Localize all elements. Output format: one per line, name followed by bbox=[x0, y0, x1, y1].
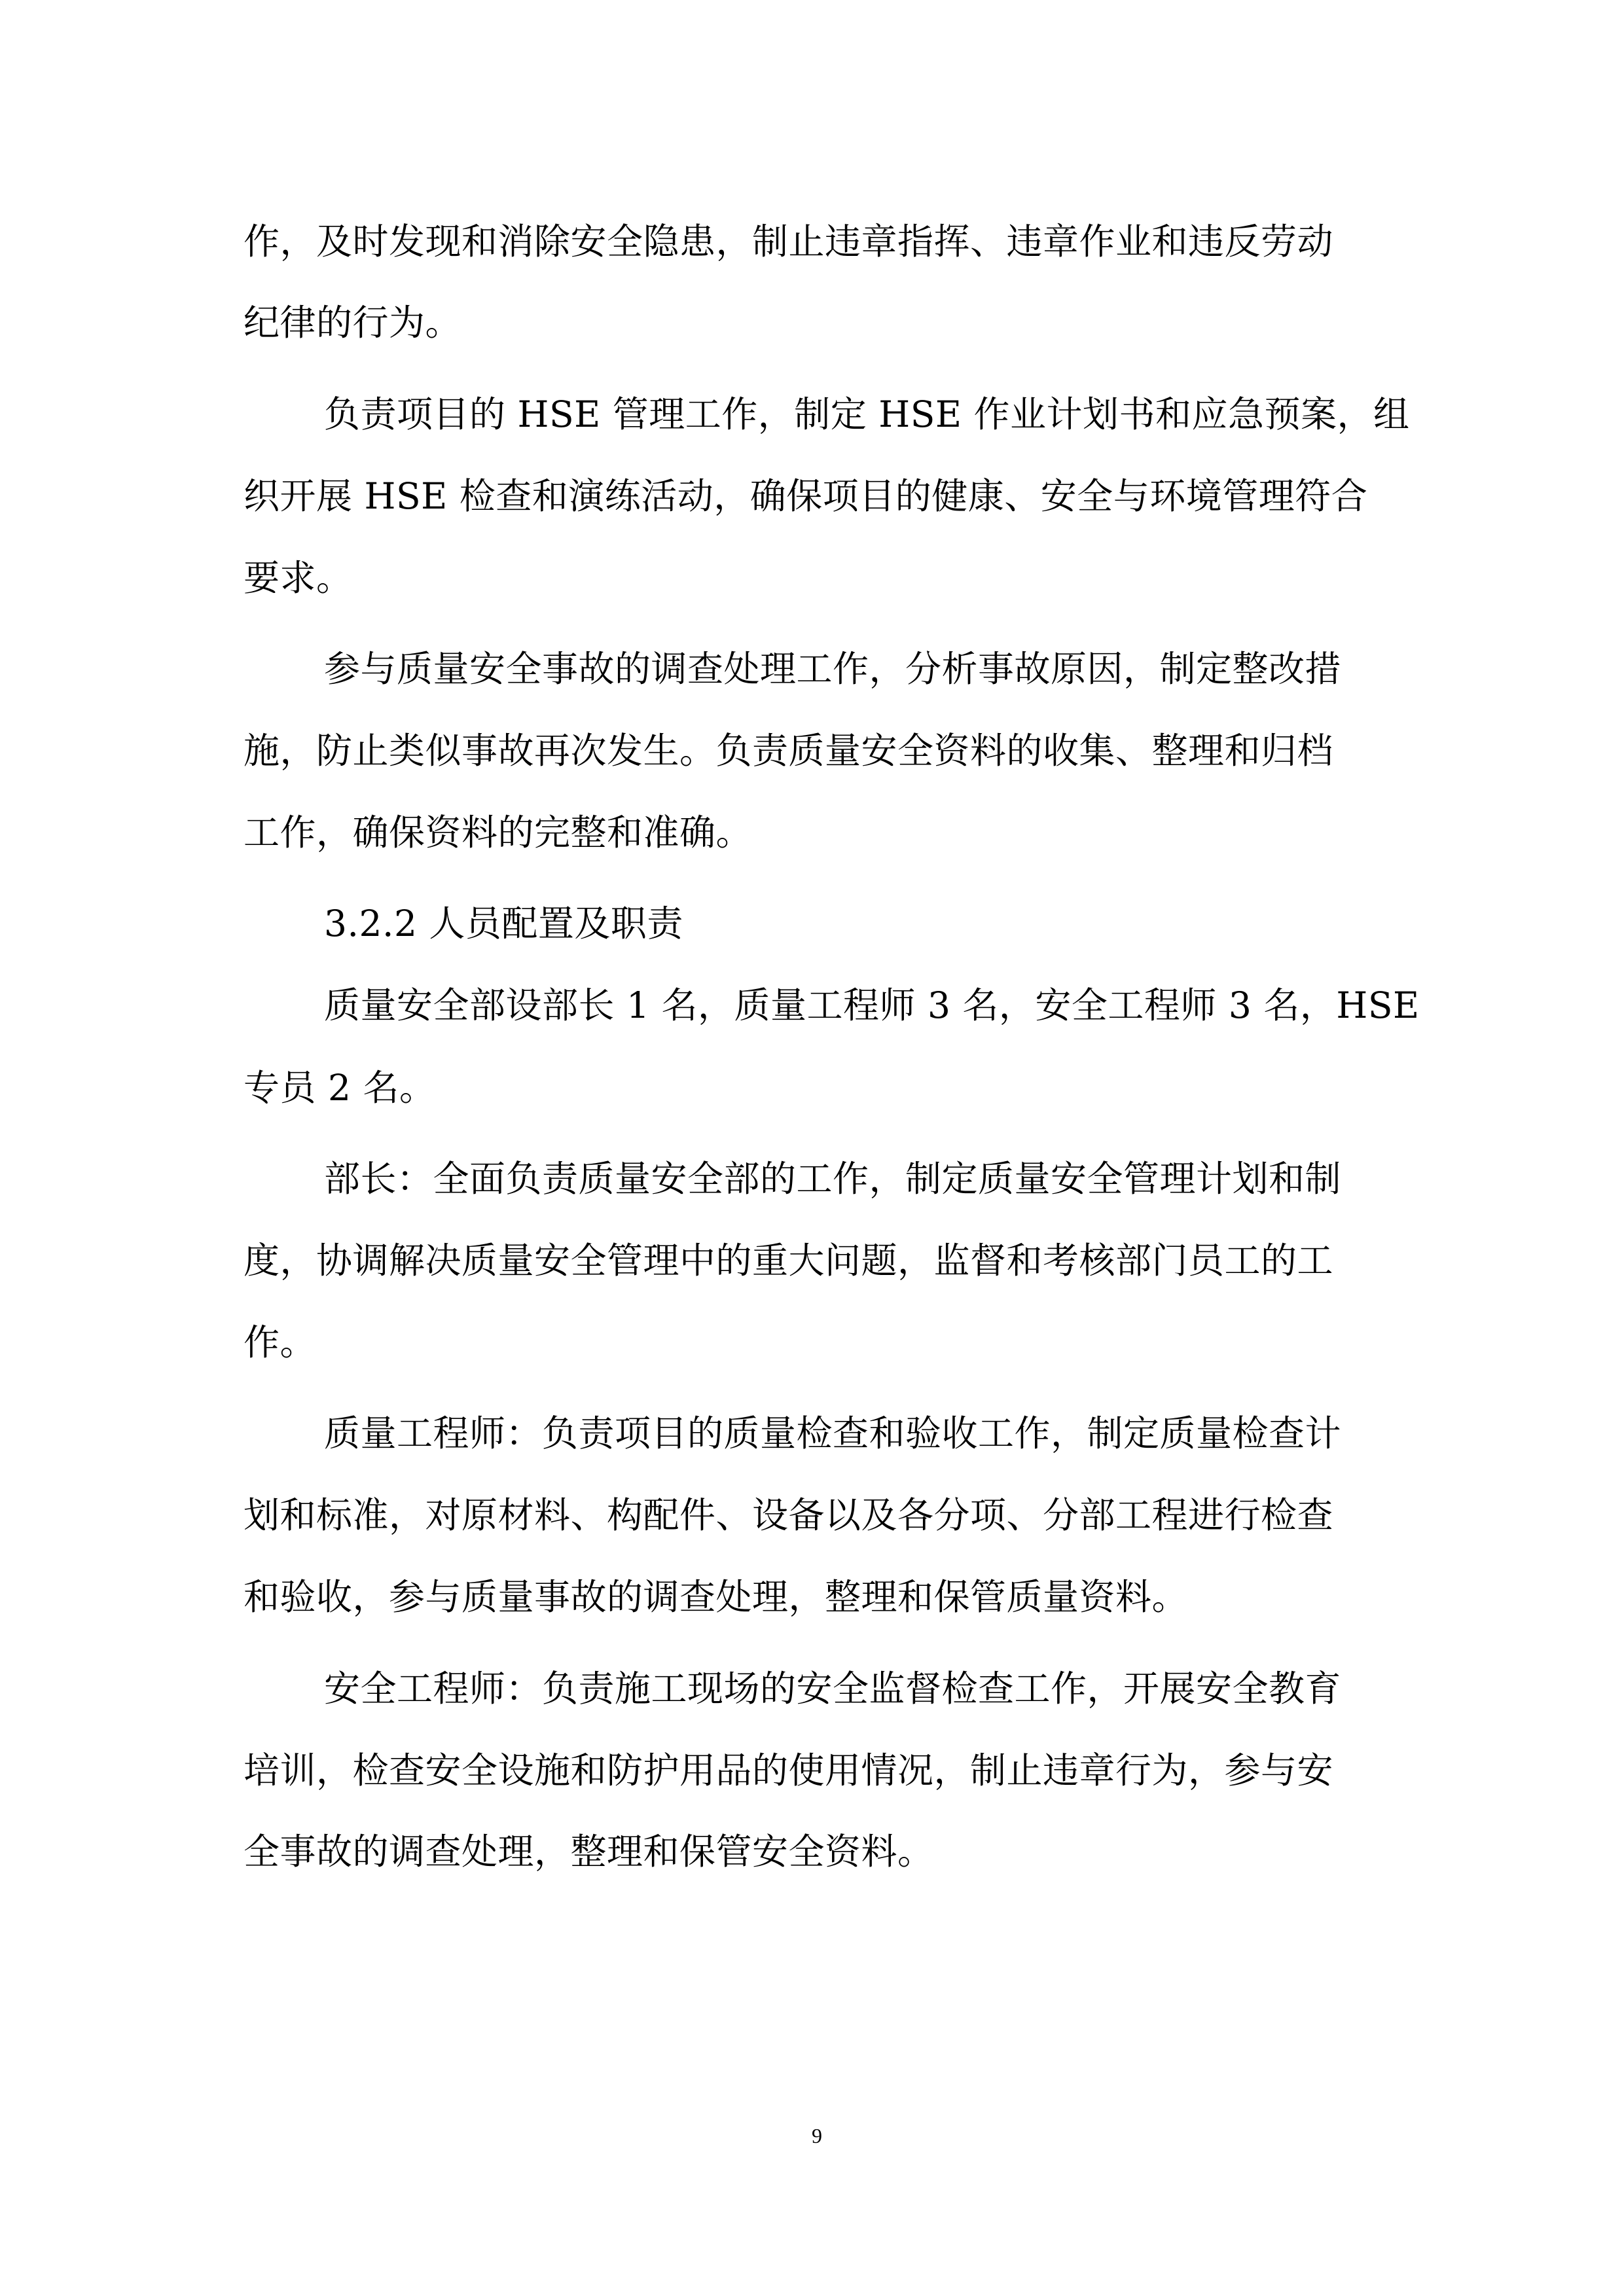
text-line: 负责项目的 HSE 管理工作，制定 HSE 作业计划书和应急预案，组 bbox=[324, 393, 1410, 435]
section-heading: 3.2.2 人员配置及职责 bbox=[324, 903, 683, 944]
text-line: 划和标准，对原材料、构配件、设备以及各分项、分部工程进行检查 bbox=[244, 1494, 1334, 1536]
text-line: 培训，检查安全设施和防护用品的使用情况，制止违章行为，参与安 bbox=[244, 1749, 1334, 1791]
text-line: 度，协调解决质量安全管理中的重大问题，监督和考核部门员工的工 bbox=[244, 1240, 1334, 1282]
text-line: 作。 bbox=[244, 1321, 317, 1363]
text-line: 作，及时发现和消除安全隐患，制止违章指挥、违章作业和违反劳动 bbox=[244, 221, 1334, 262]
text-line: 纪律的行为。 bbox=[244, 302, 462, 344]
text-line: 安全工程师：负责施工现场的安全监督检查工作，开展安全教育 bbox=[324, 1668, 1342, 1710]
text-line: 施，防止类似事故再次发生。负责质量安全资料的收集、整理和归档 bbox=[244, 730, 1334, 772]
text-line: 要求。 bbox=[244, 557, 353, 599]
text-line: 部长：全面负责质量安全部的工作，制定质量安全管理计划和制 bbox=[324, 1158, 1342, 1200]
text-line: 和验收，参与质量事故的调查处理，整理和保管质量资料。 bbox=[244, 1576, 1189, 1618]
text-line: 工作，确保资料的完整和准确。 bbox=[244, 812, 753, 853]
text-line: 专员 2 名。 bbox=[244, 1067, 436, 1109]
text-line: 质量安全部设部长 1 名，质量工程师 3 名，安全工程师 3 名，HSE bbox=[324, 984, 1420, 1026]
text-line: 质量工程师：负责项目的质量检查和验收工作，制定质量检查计 bbox=[324, 1412, 1342, 1454]
text-line: 参与质量安全事故的调查处理工作，分析事故原因，制定整改措 bbox=[324, 648, 1342, 690]
page-number: 9 bbox=[812, 2124, 822, 2147]
text-line: 织开展 HSE 检查和演练活动，确保项目的健康、安全与环境管理符合 bbox=[244, 475, 1368, 517]
text-line: 全事故的调查处理，整理和保管安全资料。 bbox=[244, 1831, 934, 1873]
